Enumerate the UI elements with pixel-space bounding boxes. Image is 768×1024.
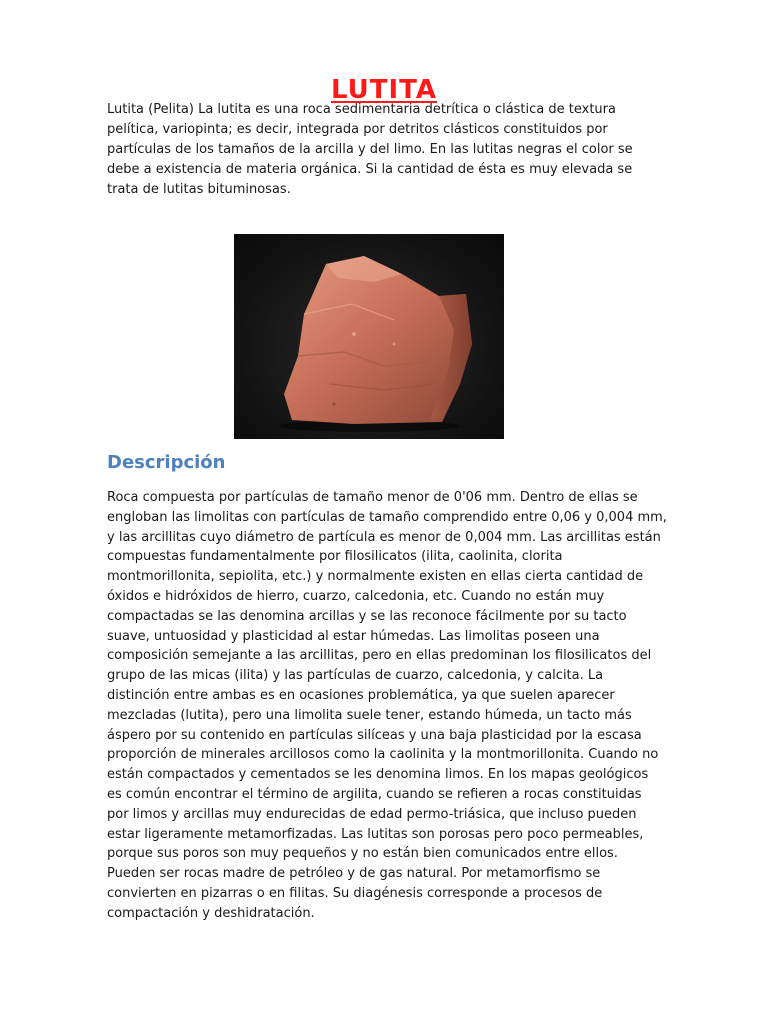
intro-paragraph: Lutita (Pelita) La lutita es una roca sedimentaria detrítica o clástica de textura pelítica, variopinta; es decir, integrada por detritos clásticos constituidos por partículas de los tamaños de la arcilla y del limo. En las lutitas negras el color se debe a existencia de materia orgánica. Si la cantidad de ésta es muy elevada se trata de lutitas bituminosas. [107,102,633,197]
rock-sample-image [234,234,504,439]
document-title: LUTITA [330,75,437,106]
rock-sample-icon [234,234,504,439]
description-paragraph: Roca compuesta por partículas de tamaño menor de 0'06 mm. Dentro de ellas se engloban las limolitas con partículas de tamaño comprendido entre 0,06 y 0,004 mm, y las arcillitas cuyo diámetro de partícula es menor de 0,004 mm. Las arcillitas están compuestas fundamentalmente por filosilicatos (ilita, caolinita, clorita montmorillonita, sepiolita, etc.) y normalmente existen en ellas cierta cantidad de óxidos e hidróxidos de hierro, cuarzo, calcedonia, etc. Cuando no están muy compactadas se las denomina arcillas y se las reconoce fácilmente por su tacto suave, untuosidad y plasticidad al estar húmedas. Las limolitas poseen una composición semejante a las arcillitas, pero en ellas predominan los filosilicatos del grupo de las micas (ilita) y las partículas de cuarzo, calcedonia, y calcita. La distinción entre ambas es en ocasiones problemática, ya que suelen aparecer mezcladas (lutita), pero una limolita suele tener, estando húmeda, un tacto más áspero por su contenido en partículas silíceas y una baja plasticidad por la escasa proporción de minerales arcillosos como la caolinita y la montmorillonita. Cuando no están compactados y cementados se les denomina limos. En los mapas geológicos es común encontrar el término de argilita, cuando se refieren a rocas constituidas por limos y arcillas muy endurecidas de edad permo-triásica, que incluso pueden estar ligeramente metamorfizadas. Las lutitas son porosas pero poco permeables, porque sus poros son muy pequeños y no están bien comunicados entre ellos. Pueden ser rocas madre de petróleo y de gas natural. Por metamorfismo se convierten en pizarras o en filitas. Su diagénesis corresponde a procesos de compactación y deshidratación. [107,490,667,921]
section-heading-descripcion: Descripción [107,452,226,473]
